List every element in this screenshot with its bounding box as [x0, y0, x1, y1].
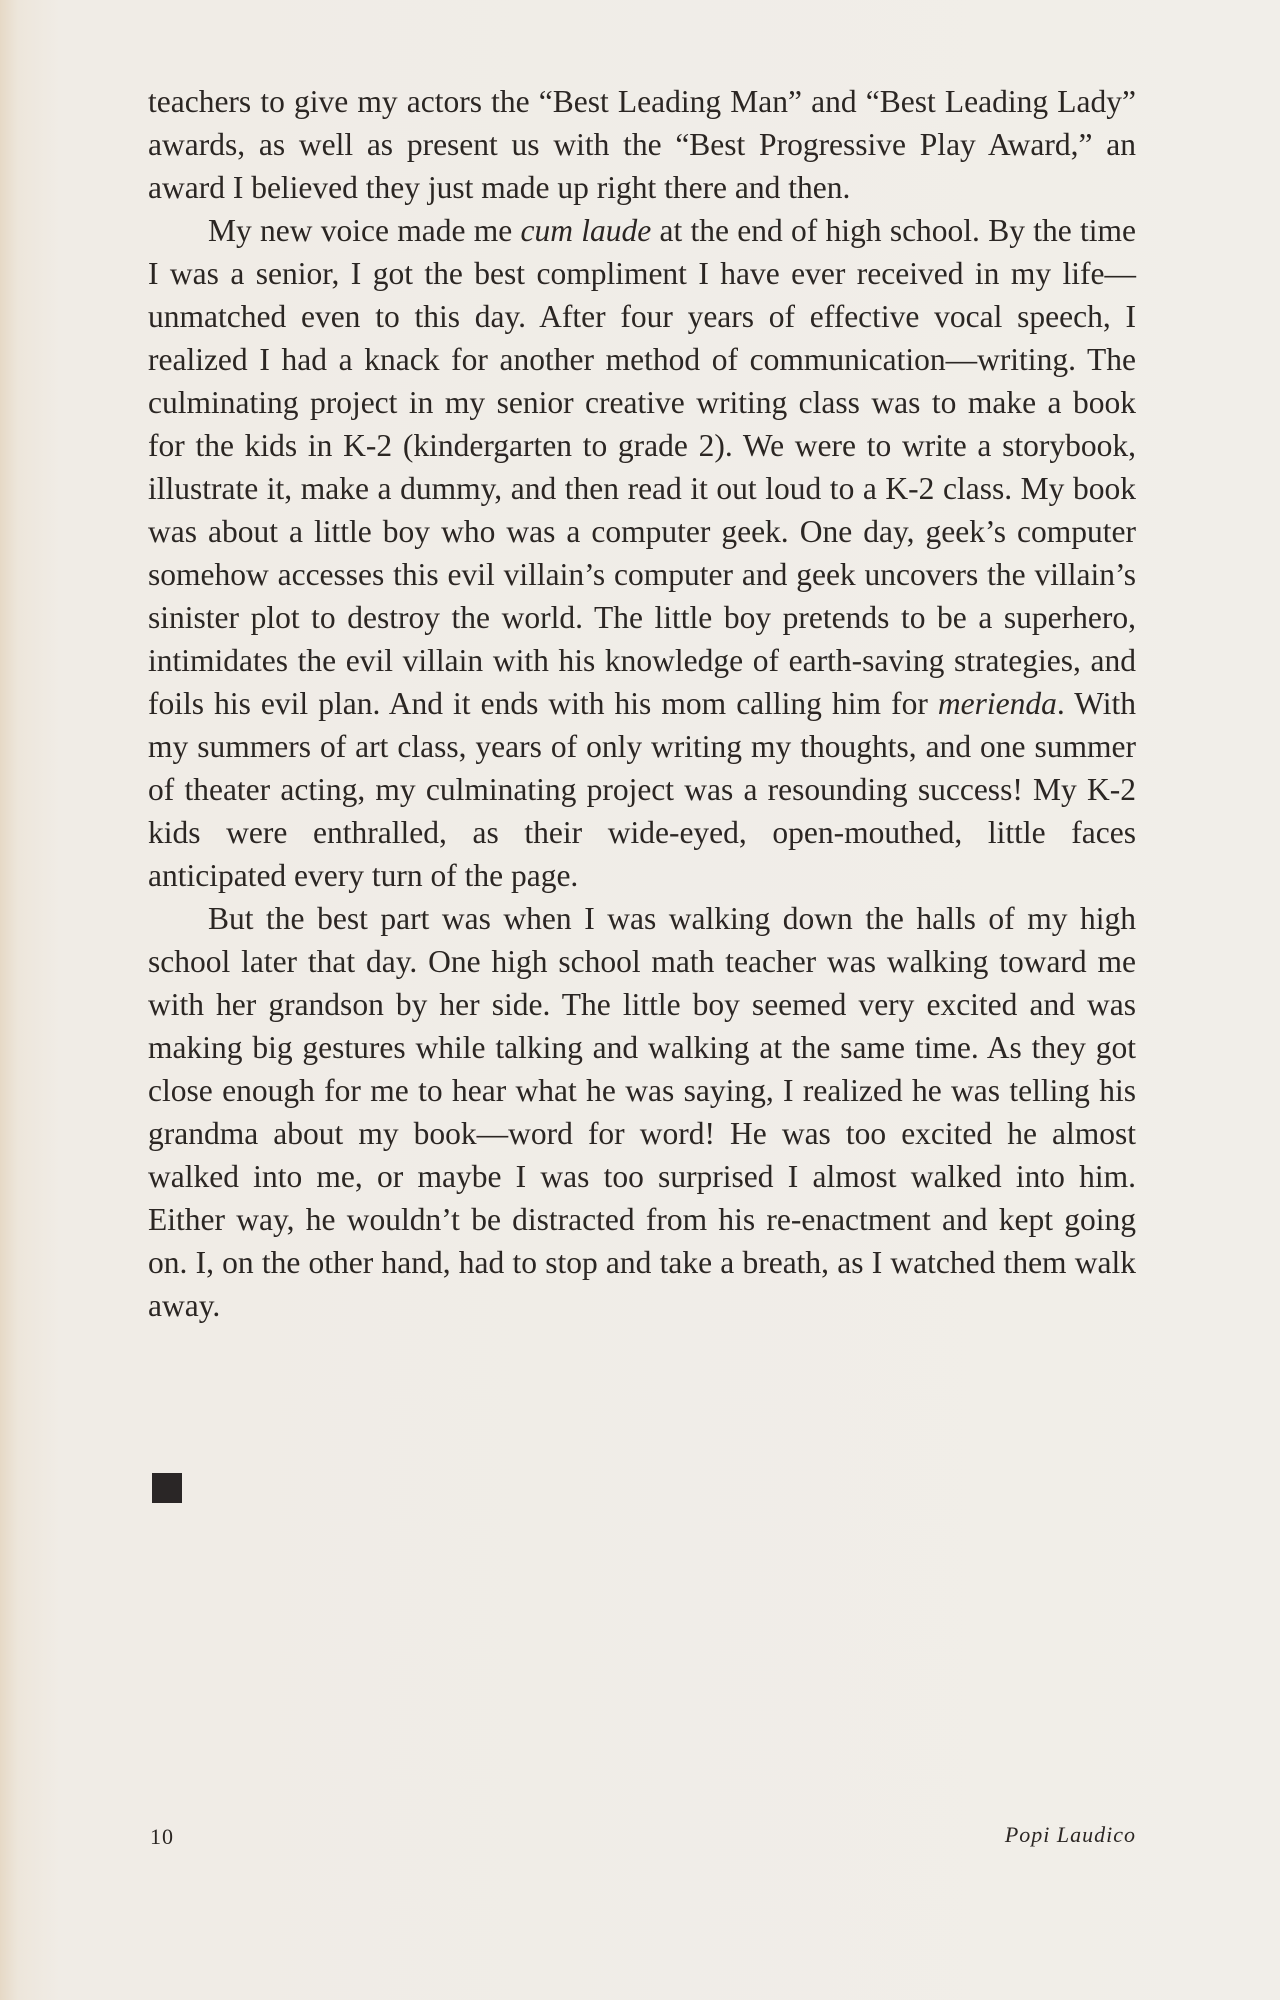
page-number: 10 [150, 1824, 174, 1849]
italic-word-merienda: merienda [937, 686, 1057, 721]
text-segment: My new voice made me [208, 213, 521, 248]
text-segment: teachers to give my actors the “Best Leading Man” and “Best Leading Lady” awards, as well as present us with the “Best Progressive Play Award,” an award I believed they just made up right there and then. [148, 84, 1136, 205]
text-segment: . With my summers of art class, years of only writing my thoughts, and one summer of theater acting, my culminating project was a resounding success! My K-2 kids were enthralled, as their wide-eyed, open-mouthed, little faces anticipated every turn of the page. [148, 686, 1137, 893]
text-segment: But the best part was when I was walking down the halls of my high school later that day. One high school math teacher was walking toward me with her grandson by her side. The little boy seemed very excited and was making big gestures while talking and walking at the same time. As they got close enough for me to hear what he was saying, I realized he was telling his grandma about my book—word for word! He was too excited he almost walked into me, or maybe I was too surprised I almost walked into him. Either way, he wouldn’t be distracted from his re-enactment and kept going on. I, on the other hand, had to stop and take a breath, as I watched them walk away. [148, 901, 1136, 1323]
italic-phrase-cum-laude: cum laude [520, 213, 652, 248]
paragraph-storybook-project [148, 209, 1136, 897]
paragraph-hallway-encounter [148, 897, 1136, 1327]
text-segment: at the end of high school. By the time I was a senior, I got the best compliment I have ever received in my life—unmatched even to this day. After four years of effective vocal speech, I realized I had a knack for another method of communication—writing. The culminating project in my senior creative writing class was to make a book for the kids in K-2 (kindergarten to grade 2). We were to write a storybook, illustrate it, make a dummy, and then read it out loud to a K-2 class. My book was about a little boy who was a computer geek. One day, geek’s computer somehow accesses this evil villain’s computer and geek uncovers the villain’s sinister plot to destroy the world. The little boy pretends to be a superhero, intimidates the evil villain with his knowledge of earth-saving strategies, and foils his evil plan. And it ends with his mom calling him for [148, 213, 1136, 721]
paragraph-continuation [148, 80, 1136, 209]
end-of-story-mark [152, 1473, 182, 1503]
running-footer-author: Popi Laudico [1004, 1822, 1136, 1847]
body-text [148, 80, 1136, 1327]
